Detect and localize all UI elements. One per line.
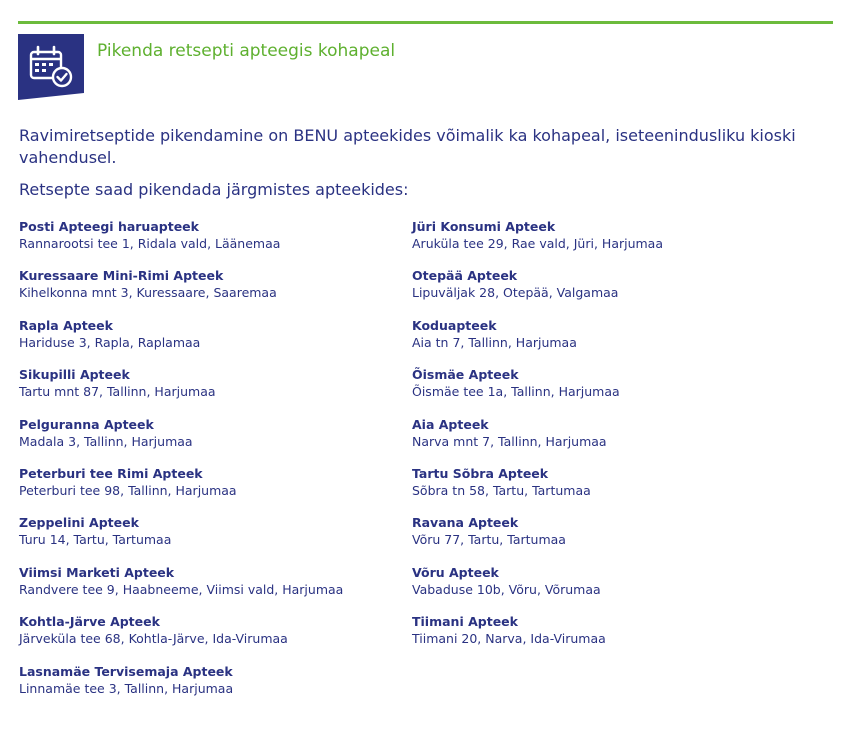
pharmacy-address: Turu 14, Tartu, Tartumaa [19, 532, 172, 548]
pharmacy-address: Narva mnt 7, Tallinn, Harjumaa [412, 433, 607, 449]
pharmacy-name: Sikupilli Apteek [19, 367, 130, 383]
pharmacy-name: Otepää Apteek [412, 268, 518, 284]
pharmacy-item [412, 268, 663, 317]
pharmacy-address: Linnamäe tee 3, Tallinn, Harjumaa [19, 680, 234, 696]
calendar-check-badge [18, 34, 84, 100]
pharmacy-address: Järveküla tee 68, Kohtla-Järve, Ida-Virumaa [19, 631, 288, 647]
pharmacy-item [412, 318, 663, 367]
top-divider [18, 21, 833, 24]
pharmacy-address: Lipuväljak 28, Otepää, Valgamaa [412, 285, 619, 301]
pharmacy-item [19, 565, 343, 614]
pharmacy-name: Koduapteek [412, 317, 497, 333]
intro-text: Ravimiretseptide pikendamine on BENU apteekides võimalik ka kohapeal, iseteenindusliku kioski vahendusel. [19, 126, 796, 167]
pharmacy-name: Peterburi tee Rimi Apteek [19, 465, 203, 481]
pharmacy-address: Kihelkonna mnt 3, Kuressaare, Saaremaa [19, 285, 277, 301]
pharmacy-item [412, 219, 663, 268]
pharmacy-name: Zeppelini Apteek [19, 515, 139, 531]
pharmacy-name: Tiimani Apteek [412, 614, 518, 630]
pharmacy-item [412, 515, 663, 564]
pharmacy-item [19, 664, 343, 713]
pharmacy-address: Randvere tee 9, Haabneeme, Viimsi vald, Harjumaa [19, 581, 344, 597]
pharmacy-name: Viimsi Marketi Apteek [19, 564, 175, 580]
pharmacy-item [412, 614, 663, 663]
pharmacy-list-left [19, 219, 343, 713]
pharmacy-address: Peterburi tee 98, Tallinn, Harjumaa [19, 482, 237, 498]
pharmacy-address: Võru 77, Tartu, Tartumaa [412, 532, 566, 548]
pharmacy-list-right [412, 219, 663, 664]
pharmacy-name: Rapla Apteek [19, 317, 113, 333]
pharmacy-address: Aia tn 7, Tallinn, Harjumaa [412, 334, 577, 350]
pharmacy-name: Kuressaare Mini-Rimi Apteek [19, 268, 224, 284]
pharmacy-item [19, 367, 343, 416]
pharmacy-address: Tartu mnt 87, Tallinn, Harjumaa [19, 384, 216, 400]
page-title: Pikenda retsepti apteegis kohapeal [97, 41, 396, 61]
pharmacy-address: Õismäe tee 1a, Tallinn, Harjumaa [412, 384, 620, 400]
pharmacy-name: Jüri Konsumi Apteek [412, 219, 556, 234]
pharmacy-address: Tiimani 20, Narva, Ida-Virumaa [412, 631, 606, 647]
calendar-check-icon [18, 34, 84, 100]
pharmacy-item [19, 417, 343, 466]
pharmacy-name: Kohtla-Järve Apteek [19, 614, 160, 630]
pharmacy-name: Aia Apteek [412, 416, 489, 432]
pharmacy-name: Tartu Sõbra Apteek [412, 465, 549, 481]
pharmacy-item [412, 565, 663, 614]
pharmacy-address: Rannarootsi tee 1, Ridala vald, Läänemaa [19, 236, 281, 251]
pharmacy-address: Madala 3, Tallinn, Harjumaa [19, 433, 193, 449]
list-heading: Retsepte saad pikendada järgmistes apteekides: [19, 180, 409, 199]
pharmacy-item [19, 466, 343, 515]
pharmacy-item [19, 219, 343, 268]
pharmacy-address: Sõbra tn 58, Tartu, Tartumaa [412, 482, 591, 498]
pharmacy-item [19, 515, 343, 564]
pharmacy-address: Aruküla tee 29, Rae vald, Jüri, Harjumaa [412, 236, 664, 251]
pharmacy-name: Õismäe Apteek [412, 367, 519, 383]
pharmacy-item [412, 367, 663, 416]
pharmacy-name: Pelguranna Apteek [19, 416, 154, 432]
pharmacy-item [412, 466, 663, 515]
pharmacy-name: Ravana Apteek [412, 515, 519, 531]
pharmacy-item [19, 614, 343, 663]
pharmacy-name: Lasnamäe Tervisemaja Apteek [19, 663, 233, 679]
pharmacy-item [412, 417, 663, 466]
pharmacy-address: Vabaduse 10b, Võru, Võrumaa [412, 581, 601, 597]
pharmacy-item [19, 318, 343, 367]
pharmacy-name: Posti Apteegi haruapteek [19, 219, 199, 234]
pharmacy-item [19, 268, 343, 317]
pharmacy-name: Võru Apteek [412, 564, 499, 580]
pharmacy-address: Hariduse 3, Rapla, Raplamaa [19, 334, 201, 350]
